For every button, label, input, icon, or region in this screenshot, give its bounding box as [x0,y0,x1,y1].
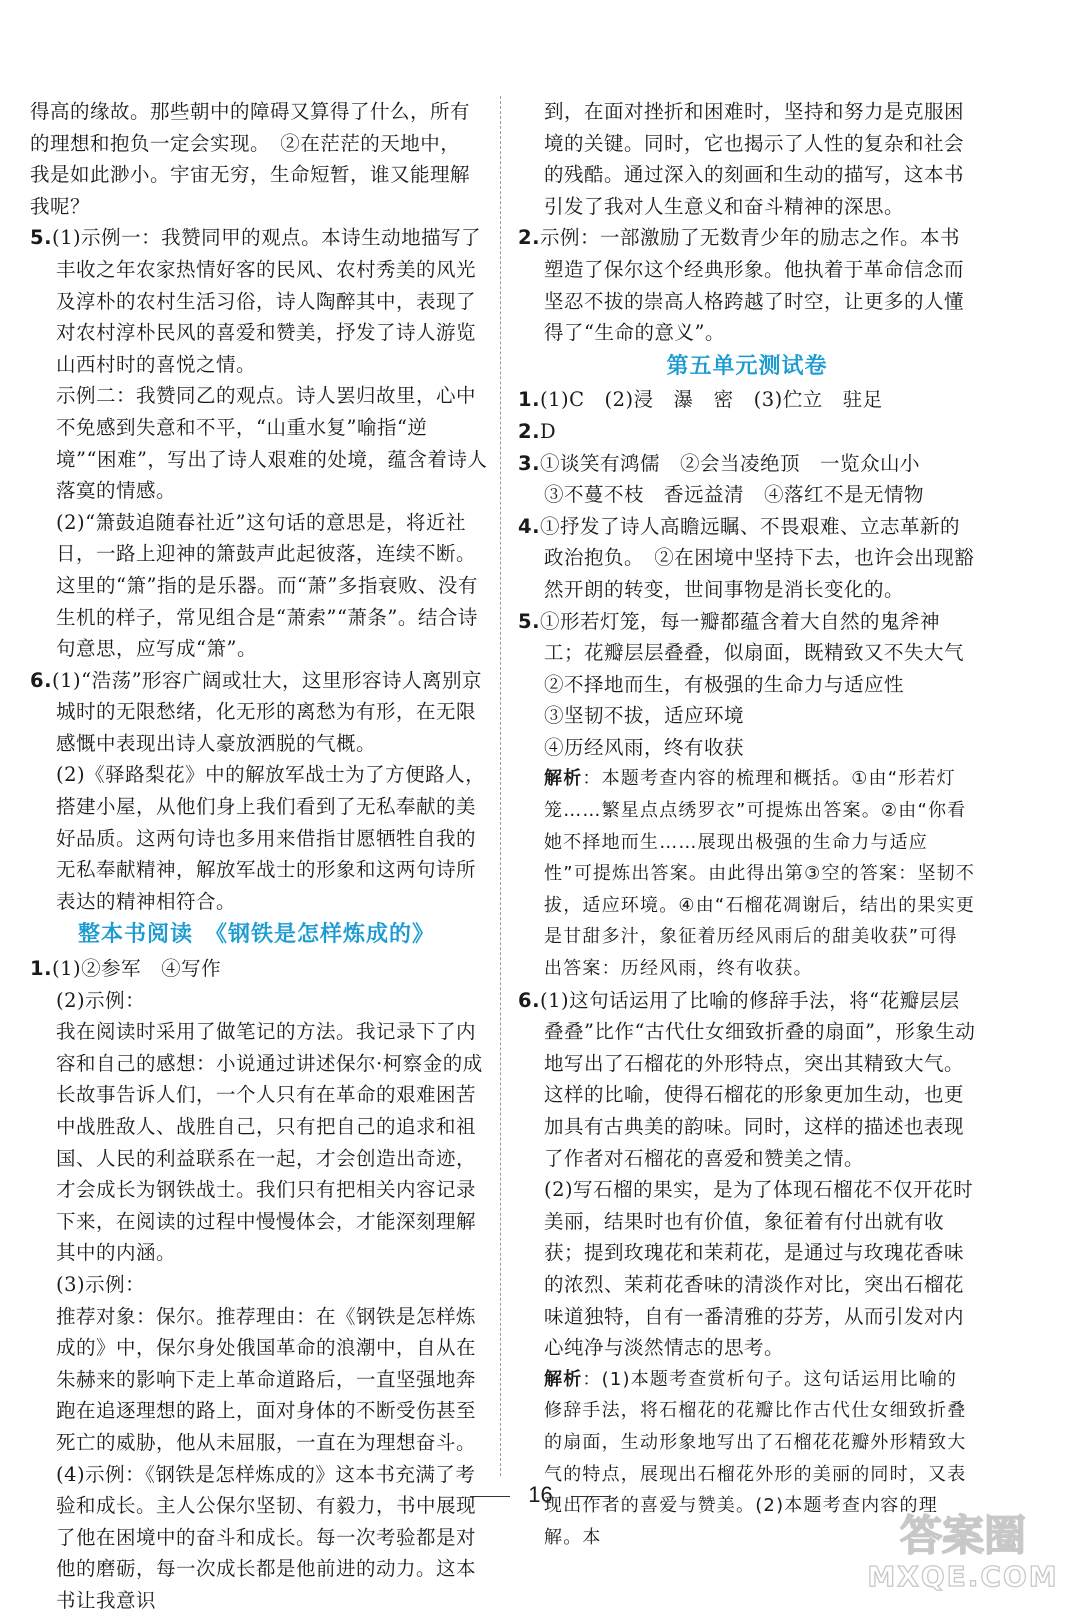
test-question-5-analysis [518,763,976,984]
right-column [518,96,976,1553]
book-question-1-part-2-label: (2)示例： [56,988,146,1012]
section-title-unit-5-test: 第五单元测试卷 [666,352,828,379]
left-column [30,96,488,1617]
watermark-logo-icon [853,1502,1073,1594]
test-question-1 [518,384,976,416]
answer-text: ①形若灯笼，每一瓣都蕴含着大自然的鬼斧神工；花瓣层层叠叠，似扇面，既精致又不失大气 [539,609,965,665]
section-title-whole-book: 整本书阅读 《钢铁是怎样炼成的》 [78,921,436,948]
question-number: 1. [30,957,52,981]
answer-text: (1)②参军 ④写作 [51,957,222,981]
analysis-label: 解析 [544,1368,583,1390]
question-number: 2. [518,226,540,250]
answer-text: (1)这句话运用了比喻的修辞手法，将“花瓣层层叠叠”比作“古代仕女细致折叠的扇面”，形象生动地写出了石榴花的外形特点，突出其精致大气。这样的比喻，使得石榴花的形象更加生动，也更加具有古典美的韵味。同时，这样的描述也表现了作者对石榴花的喜爱和赞美之情。 [539,988,976,1170]
analysis-text: ：本题考查内容的梳理和概括。①由“形若灯笼……繁星点点绣罗衣”可提炼出答案。②由“你看她不择地而生……展现出极强的生命力与适应性”可提炼出答案。由此得出第③空的答案：坚韧不拔，适应环境。④由“石榴花凋谢后，结出的果实更是甘甜多汁，象征着历经风雨后的甜美收获”可得出答案：历经风雨，终有收获。 [544,768,976,980]
question-number: 3. [518,451,540,475]
test-question-5-d: ④历经风雨，终有收获 [544,735,745,759]
question-number: 4. [518,514,540,538]
question-number: 6. [518,988,540,1012]
test-question-5-c: ③坚韧不拔，适应环境 [544,704,745,728]
text-line: 的理想和抱负一定会实现。 ②在茫茫的天地中， [30,131,461,155]
book-question-1-part-1 [30,953,488,985]
page-number: 16 [528,1482,553,1507]
book-question-1-part-3-text: 推荐对象：保尔。推荐理由：在《钢铁是怎样炼成的》中，保尔身处俄国革命的浪潮中，自从在朱赫来的影响下走上革命道路后，一直坚强地奔跑在追逐理想的路上，面对身体的不断受伤甚至死亡的威胁，他从未屈服，一直在为理想奋斗。 [56,1304,477,1454]
question-number: 5. [518,609,540,633]
analysis-text: ：(1)本题考查赏析句子。这句话运用比喻的修辞手法，将石榴花的花瓣比作古代仕女细致折叠的扇面，生动形象地写出了石榴花花瓣外形精致大气的特点，展现出石榴花外形的美丽的同时，又表现出作者的喜爱与赞美。(2)本题考查内容的理解。本 [544,1368,967,1548]
question-5-part-2: (2)“箫鼓追随春社近”这句话的意思是，将近社日，一路上迎神的箫鼓声此起彼落，连续不断。这里的“箫”指的是乐器。而“萧”多指衰败、没有生机的样子，常见组合是“萧索”“萧条”。结合诗句意思，应写成“箫”。 [56,510,478,661]
book-question-1-part-3-label: (3)示例： [56,1272,146,1296]
test-question-2 [518,416,976,448]
question-5-example-2: 示例二：我赞同乙的观点。诗人罢归故里，心中不免感到失意和不平，“山重水复”喻指“逆境”“困难”，写出了诗人艰难的处境，蕴含着诗人落寞的情感。 [56,384,488,503]
test-question-3-line-1 [518,448,976,480]
text-line: 我呢？ [30,194,91,218]
test-question-4 [518,511,976,606]
text-line: 得高的缘故。那些朝中的障碍又算得了什么，所有 [30,100,471,123]
answer-text: (1)示例一：我赞同甲的观点。本诗生动地描写了丰收之年农家热情好客的民风、农村秀美的风光及淳朴的农村生活习俗，诗人陶醉其中，表现了对农村淳朴民风的喜爱和赞美，抒发了诗人游览山西村时的喜悦之情。 [51,226,482,376]
analysis-label: 解析 [544,768,583,790]
question-number: 5. [30,226,52,250]
test-question-5-a [518,606,976,669]
column-divider [500,96,501,1476]
question-5-part-1 [30,222,488,380]
footer-dash-left [470,1496,510,1497]
answer-text: (1)“浩荡”形容广阔或壮大，这里形容诗人离别京城时的无限愁绪，化无形的离愁为有形，在无限感慨中表现出诗人豪放洒脱的气概。 [51,668,483,755]
footer-dash-right [571,1496,611,1497]
test-question-6-part-1 [518,985,976,1175]
book-question-1-continued: 到，在面对挫折和困难时，坚持和努力是克服困境的关键。同时，它也揭示了人性的复杂和社会的残酷。通过深入的刻画和生动的描写，这本书引发了我对人生意义和奋斗精神的深思。 [544,100,965,218]
answer-text: ①抒发了诗人高瞻远瞩、不畏艰难、立志革新的政治抱负。 ②在困境中坚持下去，也许会出现豁然开朗的转变，世间事物是消长变化的。 [539,514,975,601]
answer-text: (1)C (2)浸 瀑 密 (3)伫立 驻足 [539,388,883,412]
question-6-part-1 [30,665,488,760]
answer-text: ①谈笑有鸿儒 ②会当凌绝顶 一览众山小 [539,451,920,475]
text-line: 我是如此渺小。宇宙无穷，生命短暂，谁又能理解 [30,163,471,187]
watermark-text: 答案圈 [899,1511,1027,1560]
answer-text: 示例：一部激励了无数青少年的励志之作。本书塑造了保尔这个经典形象。他执着于革命信念而坚忍不拔的崇高人格跨越了时空，让更多的人懂得了“生命的意义”。 [539,226,965,345]
test-question-3-line-2: ③不蔓不枝 香远益清 ④落红不是无情物 [544,483,925,507]
book-question-2 [518,222,976,348]
question-number: 1. [518,388,540,412]
test-question-6-part-2: (2)写石榴的果实，是为了体现石榴花不仅开花时美丽，结果时也有价值，象征着有付出就有收获；提到玫瑰花和茉莉花，是通过与玫瑰花香味的浓烈、茉莉花香味的清淡作对比，突出石榴花味道独特，自有一番清雅的芬芳，从而引发对内心纯净与淡然情志的思考。 [544,1178,974,1360]
watermark-url: MXQE.COM [867,1560,1059,1593]
book-question-1-part-4: (4)示例：《钢铁是怎样炼成的》这本书充满了考验和成长。主人公保尔坚韧、有毅力，书中展现了他在困境中的奋斗和成长。每一次考验都是对他的磨砺，每一次成长都是他前进的动力。这本书让我意识 [56,1462,477,1612]
question-number: 2. [518,419,540,443]
question-number: 6. [30,668,52,692]
book-question-1-part-2-text: 我在阅读时采用了做笔记的方法。我记录下了内容和自己的感想：小说通过讲述保尔·柯察金的成长故事告诉人们，一个人只有在革命的艰难困苦中战胜敌人、战胜自己，只有把自己的追求和祖国、人民的利益联系在一起，才会创造出奇迹，才会成长为钢铁战士。我们只有把相关内容记录下来，在阅读的过程中慢慢体会，才能深刻理解其中的内涵。 [56,1020,483,1265]
test-question-5-b: ②不择地而生，有极强的生命力与适应性 [544,672,905,696]
answer-text: D [539,419,557,443]
question-6-part-2: (2)《驿路梨花》中的解放军战士为了方便路人，搭建小屋，从他们身上我们看到了无私奉献的美好品质。这两句诗也多用来借指甘愿牺牲自我的无私奉献精神，解放军战士的形象和这两句诗所表达的精神相符合。 [56,763,486,913]
